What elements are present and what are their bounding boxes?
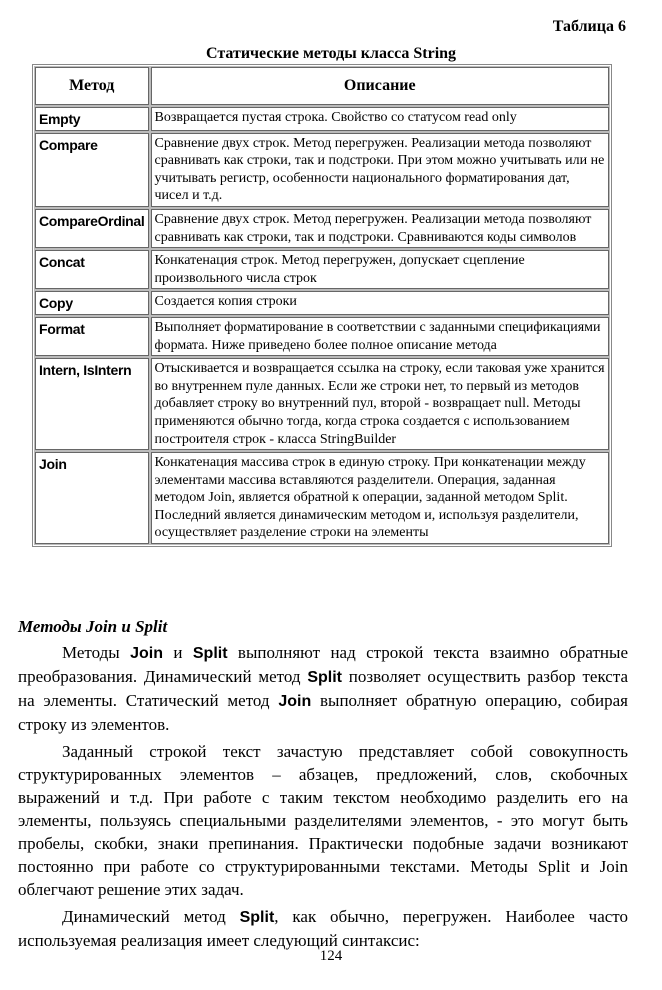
- paragraph: Заданный строкой текст зачастую представляет собой совокупность структурированных элементов – абзацев, предложений, слов, скобочных выражений и т.д. При работе с таким текстом необходимо разделить его на элементы, пользуясь специальными разделителями элементов, - это могут быть пробелы, скобки, знаки препинания. Практически подобные задачи возникают постоянно при работе со структурированными текстами. Методы Split и Join облегчают решение этих задач.: [18, 742, 628, 899]
- table-row: [35, 317, 609, 356]
- keyword: Split: [239, 909, 275, 926]
- table-row: [35, 209, 609, 248]
- keyword: Join: [278, 693, 312, 710]
- method-description: Возвращается пустая строка. Свойство со статусом read only: [151, 107, 610, 131]
- paragraph: [18, 641, 628, 736]
- methods-table: [32, 64, 612, 547]
- table-caption: Статические методы класса String: [205, 45, 457, 62]
- method-name: Intern, IsIntern: [35, 358, 149, 450]
- method-name: Copy: [35, 291, 149, 315]
- method-description: Выполняет форматирование в соответствии с заданными спецификациями формата. Ниже приведено более полное описание метода: [151, 317, 610, 356]
- table-row: [35, 133, 609, 207]
- table-row: [35, 291, 609, 315]
- method-description: Создается копия строки: [151, 291, 610, 315]
- method-name: Concat: [35, 250, 149, 289]
- text: выполняет обратную операцию, собирая строку из элементов.: [18, 691, 629, 734]
- body-text: [18, 641, 628, 956]
- keyword: Split: [192, 645, 228, 662]
- header-method: Метод: [35, 67, 149, 105]
- method-name: CompareOrdinal: [35, 209, 149, 248]
- table-row: [35, 250, 609, 289]
- method-name: Compare: [35, 133, 149, 207]
- method-name: Join: [35, 452, 149, 544]
- method-description: Сравнение двух строк. Метод перегружен. Реализации метода позволяют сравнивать как строки, так и подстроки. При этом можно учитывать или не учитывать регистр, особенности национального форматирования дат, чисел и т.д.: [151, 133, 610, 207]
- text: Методы: [62, 643, 131, 662]
- text: и: [163, 643, 193, 662]
- method-name: Format: [35, 317, 149, 356]
- method-name: Empty: [35, 107, 149, 131]
- section-heading: Методы Join и Split: [18, 617, 168, 636]
- table-row: [35, 452, 609, 544]
- method-description: Сравнение двух строк. Метод перегружен. Реализации метода позволяют сравнивать как строки, так и подстроки. Сравниваются коды символов: [151, 209, 610, 248]
- header-description: Описание: [151, 67, 610, 105]
- text: позволяет осуществить разбор текста на элементы. Статический метод: [18, 667, 629, 710]
- keyword: Split: [307, 669, 343, 686]
- keyword: Join: [130, 645, 163, 662]
- text: выполняют над строкой текста взаимно обратные преобразования. Динамический метод: [18, 643, 628, 686]
- table-number: Таблица 6: [552, 18, 626, 35]
- text: , как обычно, перегружен. Наиболее часто используемая реализация имеет следующий синтаксис:: [18, 907, 628, 950]
- table-row: [35, 358, 609, 450]
- method-description: Отыскивается и возвращается ссылка на строку, если таковая уже хранится во внутреннем пуле данных. Если же строки нет, то первый из методов добавляет строку во внутренний пул, второй - возвращает null. Методы применяются обычно тогда, когда строка создается с использованием построителя строк - класса StringBuilder: [151, 358, 610, 450]
- page-number: 124: [319, 948, 343, 964]
- table-row: [35, 107, 609, 131]
- method-description: Конкатенация строк. Метод перегружен, допускает сцепление произвольного числа строк: [151, 250, 610, 289]
- text: Динамический метод: [62, 907, 240, 926]
- paragraph: [18, 905, 628, 952]
- method-description: Конкатенация массива строк в единую строку. При конкатенации между элементами массива вставляются разделители. Операция, заданная методом Join, является обратной к операции, заданной методом Split. Последний является динамическим методом и, используя разделители, осуществляет разделение строки на элементы: [151, 452, 610, 544]
